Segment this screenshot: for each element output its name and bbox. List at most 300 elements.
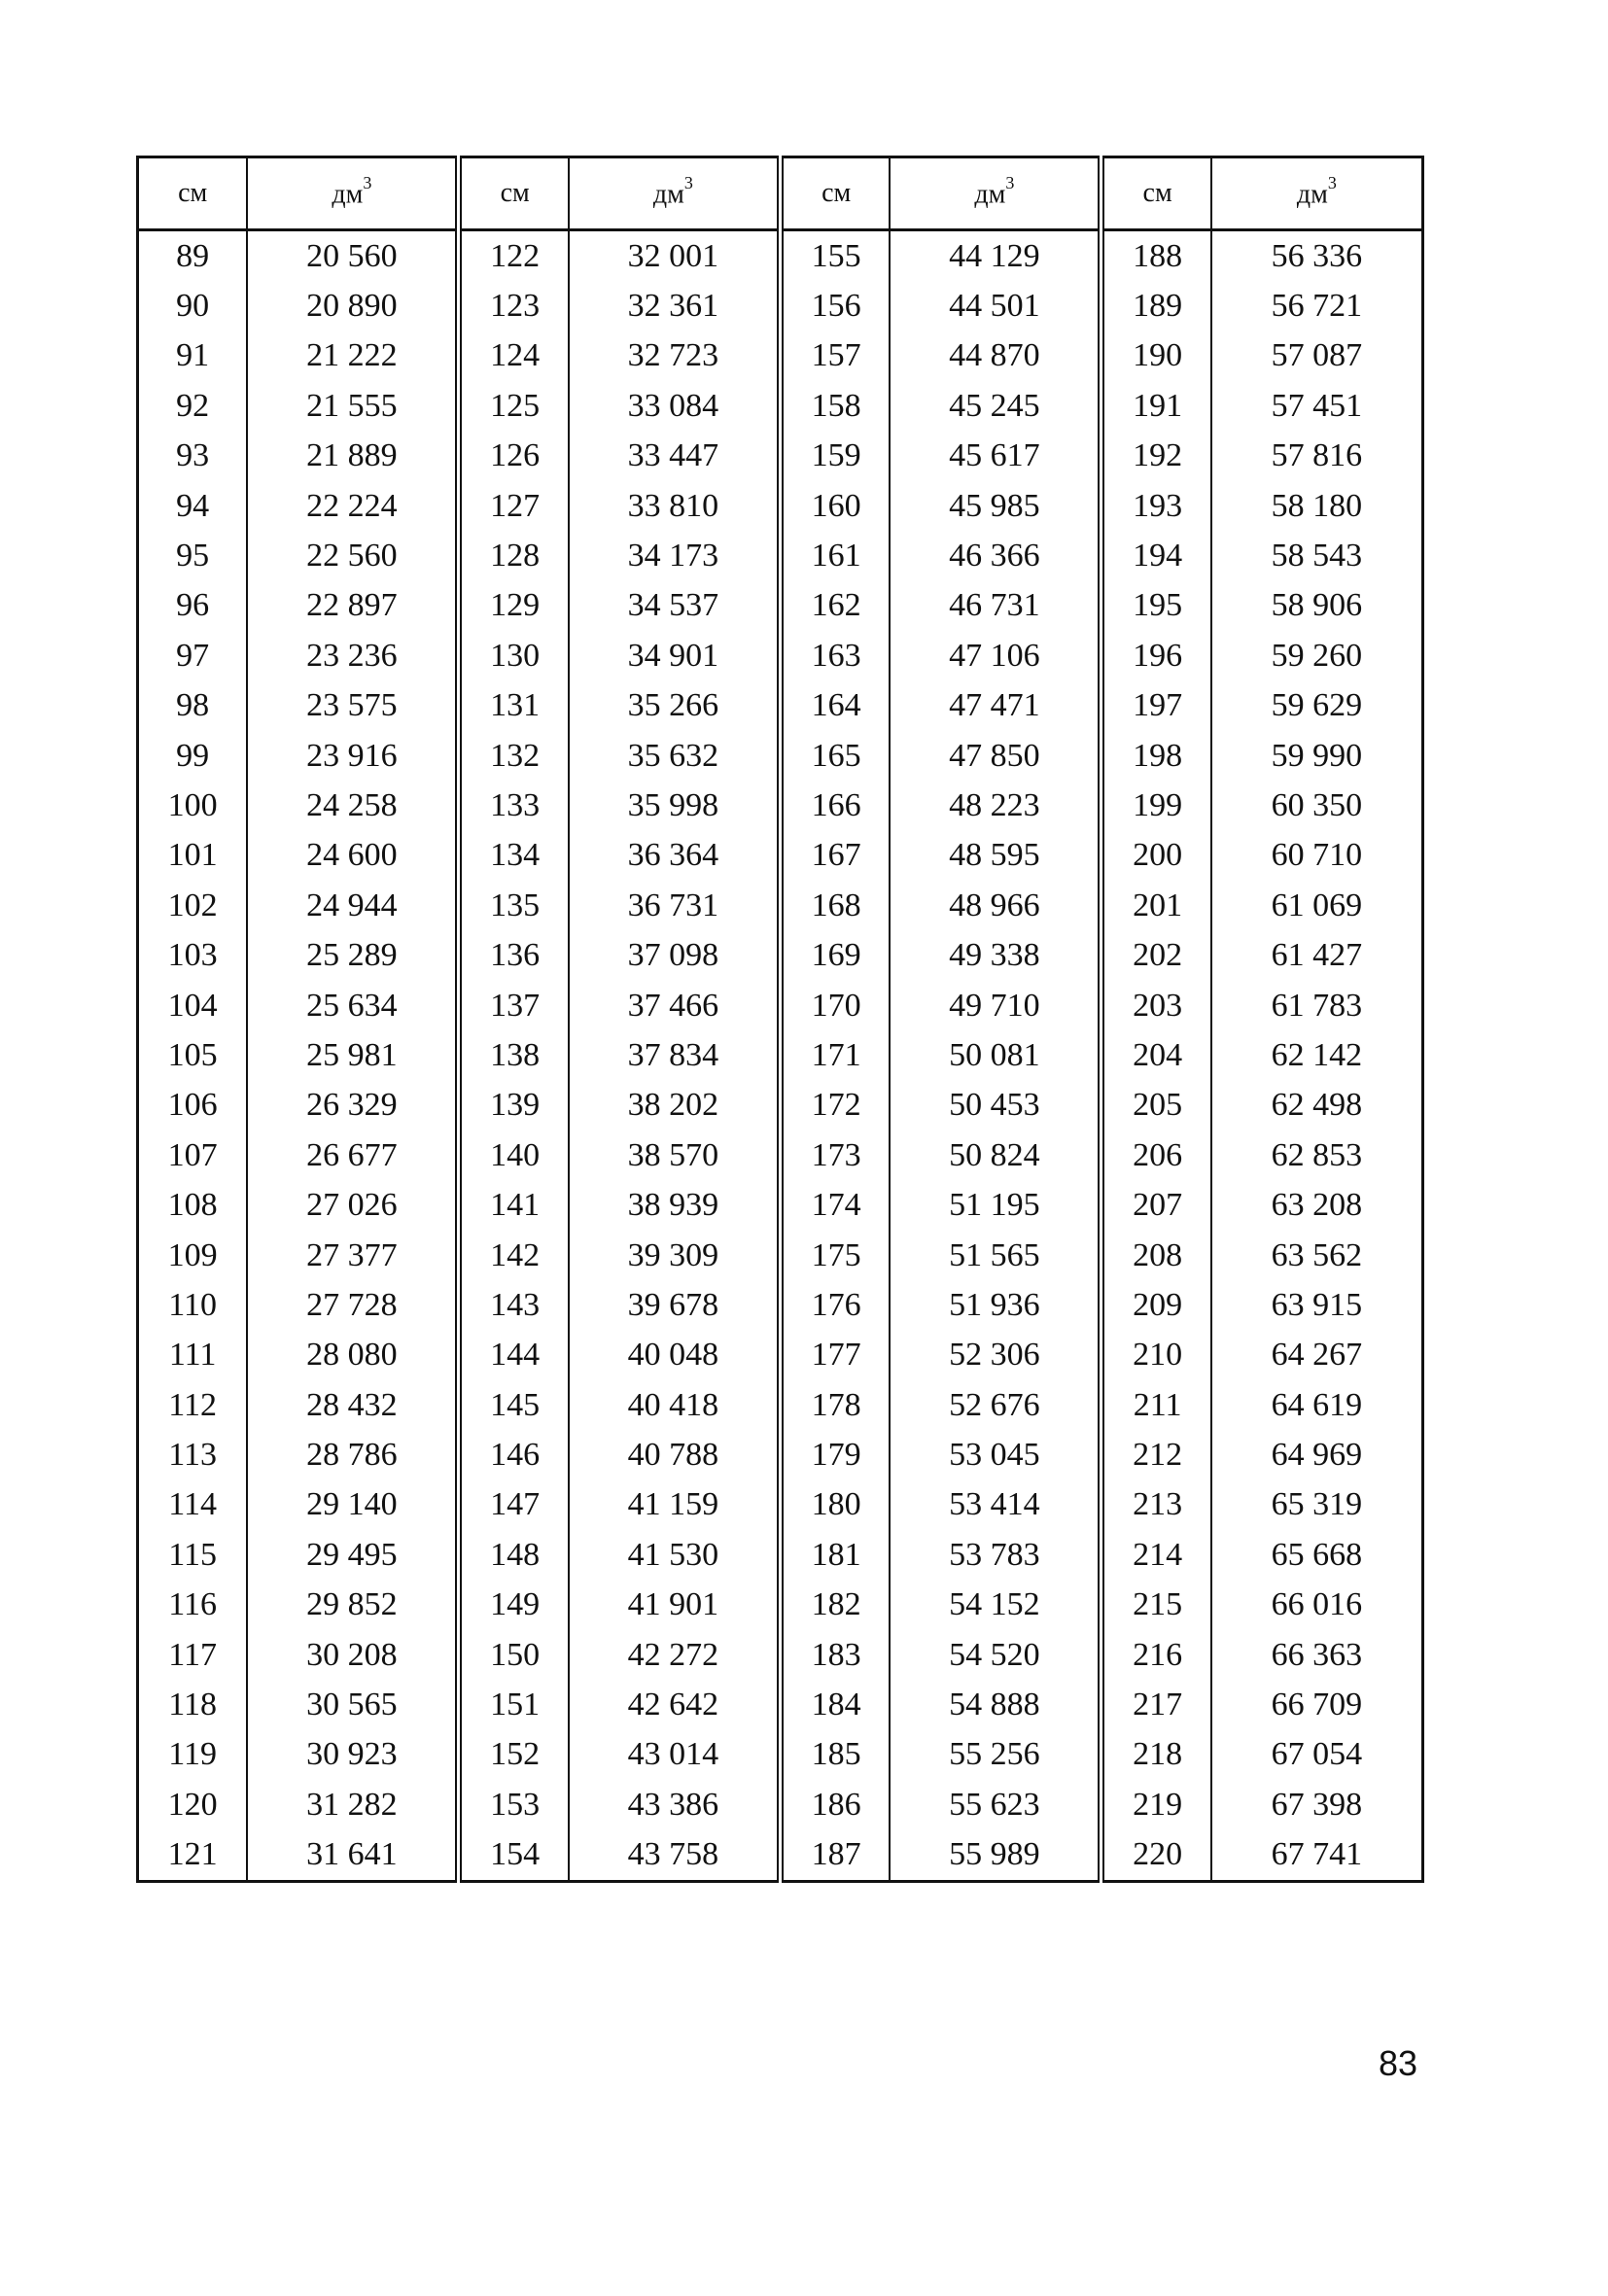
header-dm-label: дм bbox=[332, 179, 364, 210]
height-cm-cell: 136 bbox=[459, 930, 569, 980]
height-cm-cell: 117 bbox=[168, 1636, 218, 1673]
height-cm-cell: 157 bbox=[780, 331, 890, 381]
header-cm-3 bbox=[780, 157, 890, 230]
volume-dm3-cell: 40 418 bbox=[569, 1380, 781, 1430]
height-cm-cell: 160 bbox=[780, 481, 890, 531]
volume-dm3-cell: 45 985 bbox=[890, 481, 1101, 531]
volume-dm3-cell: 45 245 bbox=[890, 381, 1101, 431]
volume-dm3-cell: 55 989 bbox=[890, 1830, 1101, 1882]
volume-dm3-cell: 36 364 bbox=[569, 831, 781, 881]
height-cm-cell: 127 bbox=[459, 481, 569, 531]
calibration-table bbox=[136, 156, 1424, 1883]
height-cm-cell: 130 bbox=[459, 631, 569, 680]
table-row bbox=[138, 1180, 1423, 1230]
height-cm-cell: 202 bbox=[1101, 930, 1211, 980]
volume-dm3-cell: 40 788 bbox=[569, 1430, 781, 1479]
height-cm-cell: 116 bbox=[168, 1586, 218, 1623]
volume-dm3-cell: 66 709 bbox=[1211, 1680, 1423, 1729]
volume-dm3-cell: 55 623 bbox=[890, 1780, 1101, 1829]
volume-dm3-cell: 33 084 bbox=[569, 381, 781, 431]
height-cm-cell: 139 bbox=[459, 1081, 569, 1131]
header-cm-label: см bbox=[1142, 178, 1172, 208]
height-cm-cell: 110 bbox=[168, 1286, 218, 1323]
volume-dm3-cell: 33 810 bbox=[569, 481, 781, 531]
volume-dm3-cell: 25 634 bbox=[247, 981, 459, 1030]
volume-dm3-cell: 35 266 bbox=[569, 681, 781, 731]
height-cm-cell: 91 bbox=[176, 337, 210, 374]
volume-dm3-cell: 64 969 bbox=[1211, 1430, 1423, 1479]
volume-dm3-cell: 35 632 bbox=[569, 731, 781, 781]
volume-dm3-cell: 31 282 bbox=[247, 1780, 459, 1829]
table-row bbox=[138, 930, 1423, 980]
volume-dm3-cell: 43 014 bbox=[569, 1730, 781, 1780]
header-dm-exponent: 3 bbox=[683, 172, 693, 192]
height-cm-cell: 149 bbox=[459, 1581, 569, 1630]
height-cm-cell: 147 bbox=[459, 1480, 569, 1530]
volume-dm3-cell: 30 923 bbox=[247, 1730, 459, 1780]
volume-dm3-cell: 67 054 bbox=[1211, 1730, 1423, 1780]
volume-dm3-cell: 61 069 bbox=[1211, 881, 1423, 930]
volume-dm3-cell: 63 915 bbox=[1211, 1280, 1423, 1330]
height-cm-cell: 199 bbox=[1101, 781, 1211, 830]
volume-dm3-cell: 44 129 bbox=[890, 230, 1101, 282]
height-cm-cell: 214 bbox=[1101, 1530, 1211, 1580]
height-cm-cell: 162 bbox=[780, 581, 890, 631]
height-cm-cell: 197 bbox=[1101, 681, 1211, 731]
height-cm-cell: 178 bbox=[780, 1380, 890, 1430]
header-dm3-4 bbox=[1211, 157, 1423, 230]
volume-dm3-cell: 24 944 bbox=[247, 881, 459, 930]
height-cm-cell: 176 bbox=[780, 1280, 890, 1330]
height-cm-cell: 174 bbox=[780, 1180, 890, 1230]
table-row bbox=[138, 1780, 1423, 1829]
volume-dm3-cell: 21 555 bbox=[247, 381, 459, 431]
height-cm-cell: 106 bbox=[167, 1087, 218, 1124]
volume-dm3-cell: 57 087 bbox=[1211, 331, 1423, 381]
height-cm-cell: 219 bbox=[1101, 1780, 1211, 1829]
height-cm-cell: 217 bbox=[1101, 1680, 1211, 1729]
volume-dm3-cell: 36 731 bbox=[569, 881, 781, 930]
table-row bbox=[138, 381, 1423, 431]
volume-dm3-cell: 62 142 bbox=[1211, 1030, 1423, 1080]
height-cm-cell: 99 bbox=[176, 737, 210, 774]
height-cm-cell: 94 bbox=[176, 487, 210, 524]
height-cm-cell: 167 bbox=[780, 831, 890, 881]
volume-dm3-cell: 22 224 bbox=[247, 481, 459, 531]
height-cm-cell: 102 bbox=[167, 887, 218, 923]
volume-dm3-cell: 41 901 bbox=[569, 1581, 781, 1630]
volume-dm3-cell: 34 173 bbox=[569, 531, 781, 580]
volume-dm3-cell: 29 495 bbox=[247, 1530, 459, 1580]
header-cm-2 bbox=[459, 157, 569, 230]
table-row bbox=[138, 481, 1423, 531]
volume-dm3-cell: 28 080 bbox=[247, 1331, 459, 1380]
height-cm-cell: 134 bbox=[459, 831, 569, 881]
header-dm3-2 bbox=[569, 157, 781, 230]
height-cm-cell: 201 bbox=[1101, 881, 1211, 930]
height-cm-cell: 118 bbox=[168, 1687, 218, 1723]
page-number: 83 bbox=[1379, 2043, 1418, 2083]
volume-dm3-cell: 21 889 bbox=[247, 432, 459, 481]
header-dm-exponent: 3 bbox=[363, 172, 372, 192]
volume-dm3-cell: 21 222 bbox=[247, 331, 459, 381]
volume-dm3-cell: 23 575 bbox=[247, 681, 459, 731]
volume-dm3-cell: 35 998 bbox=[569, 781, 781, 830]
volume-dm3-cell: 55 256 bbox=[890, 1730, 1101, 1780]
table-row bbox=[138, 1830, 1423, 1882]
volume-dm3-cell: 58 543 bbox=[1211, 531, 1423, 580]
height-cm-cell: 206 bbox=[1101, 1131, 1211, 1180]
table-row bbox=[138, 1030, 1423, 1080]
volume-dm3-cell: 50 081 bbox=[890, 1030, 1101, 1080]
header-dm3-3 bbox=[890, 157, 1101, 230]
volume-dm3-cell: 52 306 bbox=[890, 1331, 1101, 1380]
height-cm-cell: 181 bbox=[780, 1530, 890, 1580]
table-row bbox=[138, 1530, 1423, 1580]
volume-dm3-cell: 60 710 bbox=[1211, 831, 1423, 881]
height-cm-cell: 190 bbox=[1101, 331, 1211, 381]
height-cm-cell: 93 bbox=[176, 437, 210, 474]
volume-dm3-cell: 29 852 bbox=[247, 1581, 459, 1630]
height-cm-cell: 159 bbox=[780, 432, 890, 481]
height-cm-cell: 195 bbox=[1101, 581, 1211, 631]
height-cm-cell: 164 bbox=[780, 681, 890, 731]
height-cm-cell: 210 bbox=[1101, 1331, 1211, 1380]
table-row bbox=[138, 1081, 1423, 1131]
volume-dm3-cell: 59 260 bbox=[1211, 631, 1423, 680]
height-cm-cell: 175 bbox=[780, 1231, 890, 1280]
volume-dm3-cell: 50 824 bbox=[890, 1131, 1101, 1180]
volume-dm3-cell: 31 641 bbox=[247, 1830, 459, 1882]
header-cm-label: см bbox=[178, 178, 208, 208]
height-cm-cell: 185 bbox=[780, 1730, 890, 1780]
height-cm-cell: 193 bbox=[1101, 481, 1211, 531]
height-cm-cell: 173 bbox=[780, 1131, 890, 1180]
volume-dm3-cell: 27 728 bbox=[247, 1280, 459, 1330]
table-row bbox=[138, 1730, 1423, 1780]
height-cm-cell: 122 bbox=[459, 230, 569, 282]
height-cm-cell: 151 bbox=[459, 1680, 569, 1729]
volume-dm3-cell: 57 451 bbox=[1211, 381, 1423, 431]
table-row bbox=[138, 1430, 1423, 1479]
table-row bbox=[138, 681, 1423, 731]
volume-dm3-cell: 41 530 bbox=[569, 1530, 781, 1580]
table-row bbox=[138, 432, 1423, 481]
volume-dm3-cell: 27 377 bbox=[247, 1231, 459, 1280]
volume-dm3-cell: 51 936 bbox=[890, 1280, 1101, 1330]
volume-dm3-cell: 50 453 bbox=[890, 1081, 1101, 1131]
height-cm-cell: 133 bbox=[459, 781, 569, 830]
table-row bbox=[138, 981, 1423, 1030]
header-dm-exponent: 3 bbox=[1005, 172, 1015, 192]
header-dm-label: дм bbox=[1296, 179, 1328, 210]
height-cm-cell: 109 bbox=[167, 1236, 218, 1273]
height-cm-cell: 161 bbox=[780, 531, 890, 580]
volume-dm3-cell: 65 319 bbox=[1211, 1480, 1423, 1530]
volume-dm3-cell: 54 888 bbox=[890, 1680, 1101, 1729]
volume-dm3-cell: 32 361 bbox=[569, 281, 781, 330]
header-dm-label: дм bbox=[974, 179, 1006, 210]
height-cm-cell: 192 bbox=[1101, 432, 1211, 481]
height-cm-cell: 154 bbox=[459, 1830, 569, 1882]
height-cm-cell: 152 bbox=[459, 1730, 569, 1780]
header-cm-4 bbox=[1101, 157, 1211, 230]
height-cm-cell: 150 bbox=[459, 1630, 569, 1680]
height-cm-cell: 146 bbox=[459, 1430, 569, 1479]
volume-dm3-cell: 54 152 bbox=[890, 1581, 1101, 1630]
height-cm-cell: 156 bbox=[780, 281, 890, 330]
height-cm-cell: 98 bbox=[176, 687, 210, 724]
height-cm-cell: 141 bbox=[459, 1180, 569, 1230]
volume-dm3-cell: 44 501 bbox=[890, 281, 1101, 330]
volume-dm3-cell: 22 560 bbox=[247, 531, 459, 580]
volume-dm3-cell: 58 906 bbox=[1211, 581, 1423, 631]
height-cm-cell: 148 bbox=[459, 1530, 569, 1580]
volume-dm3-cell: 43 758 bbox=[569, 1830, 781, 1882]
volume-dm3-cell: 63 208 bbox=[1211, 1180, 1423, 1230]
volume-dm3-cell: 63 562 bbox=[1211, 1231, 1423, 1280]
volume-dm3-cell: 45 617 bbox=[890, 432, 1101, 481]
height-cm-cell: 142 bbox=[459, 1231, 569, 1280]
volume-dm3-cell: 26 677 bbox=[247, 1131, 459, 1180]
volume-dm3-cell: 64 267 bbox=[1211, 1331, 1423, 1380]
height-cm-cell: 119 bbox=[168, 1736, 218, 1773]
height-cm-cell: 208 bbox=[1101, 1231, 1211, 1280]
volume-dm3-cell: 25 289 bbox=[247, 930, 459, 980]
height-cm-cell: 145 bbox=[459, 1380, 569, 1430]
height-cm-cell: 129 bbox=[459, 581, 569, 631]
height-cm-cell: 89 bbox=[176, 237, 210, 274]
table-row bbox=[138, 230, 1423, 282]
volume-dm3-cell: 66 363 bbox=[1211, 1630, 1423, 1680]
volume-dm3-cell: 48 595 bbox=[890, 831, 1101, 881]
header-cm-1 bbox=[138, 157, 248, 230]
volume-dm3-cell: 42 272 bbox=[569, 1630, 781, 1680]
height-cm-cell: 135 bbox=[459, 881, 569, 930]
volume-dm3-cell: 67 741 bbox=[1211, 1830, 1423, 1882]
volume-dm3-cell: 38 939 bbox=[569, 1180, 781, 1230]
height-cm-cell: 216 bbox=[1101, 1630, 1211, 1680]
height-cm-cell: 189 bbox=[1101, 281, 1211, 330]
table-row bbox=[138, 1231, 1423, 1280]
height-cm-cell: 97 bbox=[176, 637, 210, 674]
volume-dm3-cell: 23 236 bbox=[247, 631, 459, 680]
volume-dm3-cell: 54 520 bbox=[890, 1630, 1101, 1680]
volume-dm3-cell: 39 309 bbox=[569, 1231, 781, 1280]
volume-dm3-cell: 37 834 bbox=[569, 1030, 781, 1080]
height-cm-cell: 128 bbox=[459, 531, 569, 580]
volume-dm3-cell: 29 140 bbox=[247, 1480, 459, 1530]
volume-dm3-cell: 60 350 bbox=[1211, 781, 1423, 830]
height-cm-cell: 204 bbox=[1101, 1030, 1211, 1080]
table-row bbox=[138, 1581, 1423, 1630]
volume-dm3-cell: 26 329 bbox=[247, 1081, 459, 1131]
height-cm-cell: 111 bbox=[168, 1337, 217, 1374]
height-cm-cell: 165 bbox=[780, 731, 890, 781]
volume-dm3-cell: 49 338 bbox=[890, 930, 1101, 980]
volume-dm3-cell: 47 850 bbox=[890, 731, 1101, 781]
height-cm-cell: 124 bbox=[459, 331, 569, 381]
height-cm-cell: 115 bbox=[168, 1536, 218, 1573]
table-row bbox=[138, 281, 1423, 330]
height-cm-cell: 196 bbox=[1101, 631, 1211, 680]
volume-dm3-cell: 20 560 bbox=[247, 230, 459, 282]
volume-dm3-cell: 58 180 bbox=[1211, 481, 1423, 531]
volume-dm3-cell: 61 427 bbox=[1211, 930, 1423, 980]
volume-dm3-cell: 47 106 bbox=[890, 631, 1101, 680]
volume-dm3-cell: 20 890 bbox=[247, 281, 459, 330]
table-row bbox=[138, 831, 1423, 881]
height-cm-cell: 191 bbox=[1101, 381, 1211, 431]
height-cm-cell: 166 bbox=[780, 781, 890, 830]
height-cm-cell: 200 bbox=[1101, 831, 1211, 881]
volume-dm3-cell: 59 629 bbox=[1211, 681, 1423, 731]
height-cm-cell: 168 bbox=[780, 881, 890, 930]
height-cm-cell: 140 bbox=[459, 1131, 569, 1180]
height-cm-cell: 172 bbox=[780, 1081, 890, 1131]
table-row bbox=[138, 781, 1423, 830]
volume-dm3-cell: 27 026 bbox=[247, 1180, 459, 1230]
height-cm-cell: 125 bbox=[459, 381, 569, 431]
volume-dm3-cell: 44 870 bbox=[890, 331, 1101, 381]
volume-dm3-cell: 33 447 bbox=[569, 432, 781, 481]
volume-dm3-cell: 48 966 bbox=[890, 881, 1101, 930]
volume-dm3-cell: 59 990 bbox=[1211, 731, 1423, 781]
height-cm-cell: 104 bbox=[167, 987, 218, 1024]
height-cm-cell: 186 bbox=[780, 1780, 890, 1829]
height-cm-cell: 184 bbox=[780, 1680, 890, 1729]
header-row bbox=[138, 157, 1423, 230]
height-cm-cell: 137 bbox=[459, 981, 569, 1030]
volume-dm3-cell: 40 048 bbox=[569, 1331, 781, 1380]
volume-dm3-cell: 42 642 bbox=[569, 1680, 781, 1729]
volume-dm3-cell: 52 676 bbox=[890, 1380, 1101, 1430]
volume-dm3-cell: 34 537 bbox=[569, 581, 781, 631]
height-cm-cell: 132 bbox=[459, 731, 569, 781]
volume-dm3-cell: 30 208 bbox=[247, 1630, 459, 1680]
height-cm-cell: 183 bbox=[780, 1630, 890, 1680]
height-cm-cell: 95 bbox=[176, 538, 210, 574]
height-cm-cell: 198 bbox=[1101, 731, 1211, 781]
volume-dm3-cell: 62 498 bbox=[1211, 1081, 1423, 1131]
volume-dm3-cell: 57 816 bbox=[1211, 432, 1423, 481]
header-cm-label: см bbox=[821, 178, 852, 208]
height-cm-cell: 155 bbox=[780, 230, 890, 282]
height-cm-cell: 107 bbox=[167, 1136, 218, 1173]
height-cm-cell: 143 bbox=[459, 1280, 569, 1330]
table-row bbox=[138, 881, 1423, 930]
volume-dm3-cell: 34 901 bbox=[569, 631, 781, 680]
height-cm-cell: 131 bbox=[459, 681, 569, 731]
table-row bbox=[138, 1480, 1423, 1530]
volume-dm3-cell: 37 466 bbox=[569, 981, 781, 1030]
height-cm-cell: 220 bbox=[1101, 1830, 1211, 1882]
height-cm-cell: 205 bbox=[1101, 1081, 1211, 1131]
volume-dm3-cell: 46 731 bbox=[890, 581, 1101, 631]
height-cm-cell: 100 bbox=[167, 786, 218, 823]
height-cm-cell: 212 bbox=[1101, 1430, 1211, 1479]
volume-dm3-cell: 48 223 bbox=[890, 781, 1101, 830]
height-cm-cell: 114 bbox=[168, 1486, 218, 1523]
height-cm-cell: 211 bbox=[1101, 1380, 1211, 1430]
height-cm-cell: 163 bbox=[780, 631, 890, 680]
height-cm-cell: 123 bbox=[459, 281, 569, 330]
height-cm-cell: 209 bbox=[1101, 1280, 1211, 1330]
table-row bbox=[138, 331, 1423, 381]
volume-dm3-cell: 25 981 bbox=[247, 1030, 459, 1080]
height-cm-cell: 120 bbox=[167, 1786, 218, 1823]
volume-dm3-cell: 39 678 bbox=[569, 1280, 781, 1330]
height-cm-cell: 112 bbox=[168, 1386, 218, 1423]
volume-dm3-cell: 53 783 bbox=[890, 1530, 1101, 1580]
volume-dm3-cell: 51 195 bbox=[890, 1180, 1101, 1230]
volume-dm3-cell: 65 668 bbox=[1211, 1530, 1423, 1580]
volume-dm3-cell: 56 721 bbox=[1211, 281, 1423, 330]
volume-dm3-cell: 24 600 bbox=[247, 831, 459, 881]
table-row bbox=[138, 531, 1423, 580]
volume-dm3-cell: 41 159 bbox=[569, 1480, 781, 1530]
volume-dm3-cell: 32 001 bbox=[569, 230, 781, 282]
height-cm-cell: 170 bbox=[780, 981, 890, 1030]
height-cm-cell: 218 bbox=[1101, 1730, 1211, 1780]
height-cm-cell: 187 bbox=[780, 1830, 890, 1882]
height-cm-cell: 215 bbox=[1101, 1581, 1211, 1630]
header-dm-exponent: 3 bbox=[1327, 172, 1337, 192]
volume-dm3-cell: 66 016 bbox=[1211, 1581, 1423, 1630]
header-dm-label: дм bbox=[652, 179, 684, 210]
height-cm-cell: 105 bbox=[167, 1036, 218, 1073]
volume-dm3-cell: 24 258 bbox=[247, 781, 459, 830]
height-cm-cell: 92 bbox=[176, 387, 210, 424]
height-cm-cell: 169 bbox=[780, 930, 890, 980]
volume-dm3-cell: 23 916 bbox=[247, 731, 459, 781]
height-cm-cell: 188 bbox=[1101, 230, 1211, 282]
volume-dm3-cell: 47 471 bbox=[890, 681, 1101, 731]
table-row bbox=[138, 1680, 1423, 1729]
volume-dm3-cell: 43 386 bbox=[569, 1780, 781, 1829]
volume-dm3-cell: 38 570 bbox=[569, 1131, 781, 1180]
volume-dm3-cell: 51 565 bbox=[890, 1231, 1101, 1280]
height-cm-cell: 171 bbox=[780, 1030, 890, 1080]
height-cm-cell: 126 bbox=[459, 432, 569, 481]
table-row bbox=[138, 1280, 1423, 1330]
volume-dm3-cell: 56 336 bbox=[1211, 230, 1423, 282]
table-row bbox=[138, 1331, 1423, 1380]
height-cm-cell: 182 bbox=[780, 1581, 890, 1630]
volume-dm3-cell: 61 783 bbox=[1211, 981, 1423, 1030]
height-cm-cell: 103 bbox=[167, 937, 218, 974]
volume-dm3-cell: 53 414 bbox=[890, 1480, 1101, 1530]
header-cm-label: см bbox=[500, 178, 530, 208]
height-cm-cell: 113 bbox=[168, 1437, 218, 1474]
volume-dm3-cell: 38 202 bbox=[569, 1081, 781, 1131]
height-cm-cell: 179 bbox=[780, 1430, 890, 1479]
volume-dm3-cell: 37 098 bbox=[569, 930, 781, 980]
volume-dm3-cell: 53 045 bbox=[890, 1430, 1101, 1479]
table-row bbox=[138, 631, 1423, 680]
height-cm-cell: 121 bbox=[167, 1836, 218, 1873]
height-cm-cell: 177 bbox=[780, 1331, 890, 1380]
volume-dm3-cell: 64 619 bbox=[1211, 1380, 1423, 1430]
height-cm-cell: 153 bbox=[459, 1780, 569, 1829]
volume-dm3-cell: 32 723 bbox=[569, 331, 781, 381]
table-row bbox=[138, 581, 1423, 631]
table-row bbox=[138, 731, 1423, 781]
volume-dm3-cell: 22 897 bbox=[247, 581, 459, 631]
volume-dm3-cell: 49 710 bbox=[890, 981, 1101, 1030]
table-body bbox=[138, 230, 1423, 1882]
height-cm-cell: 203 bbox=[1101, 981, 1211, 1030]
